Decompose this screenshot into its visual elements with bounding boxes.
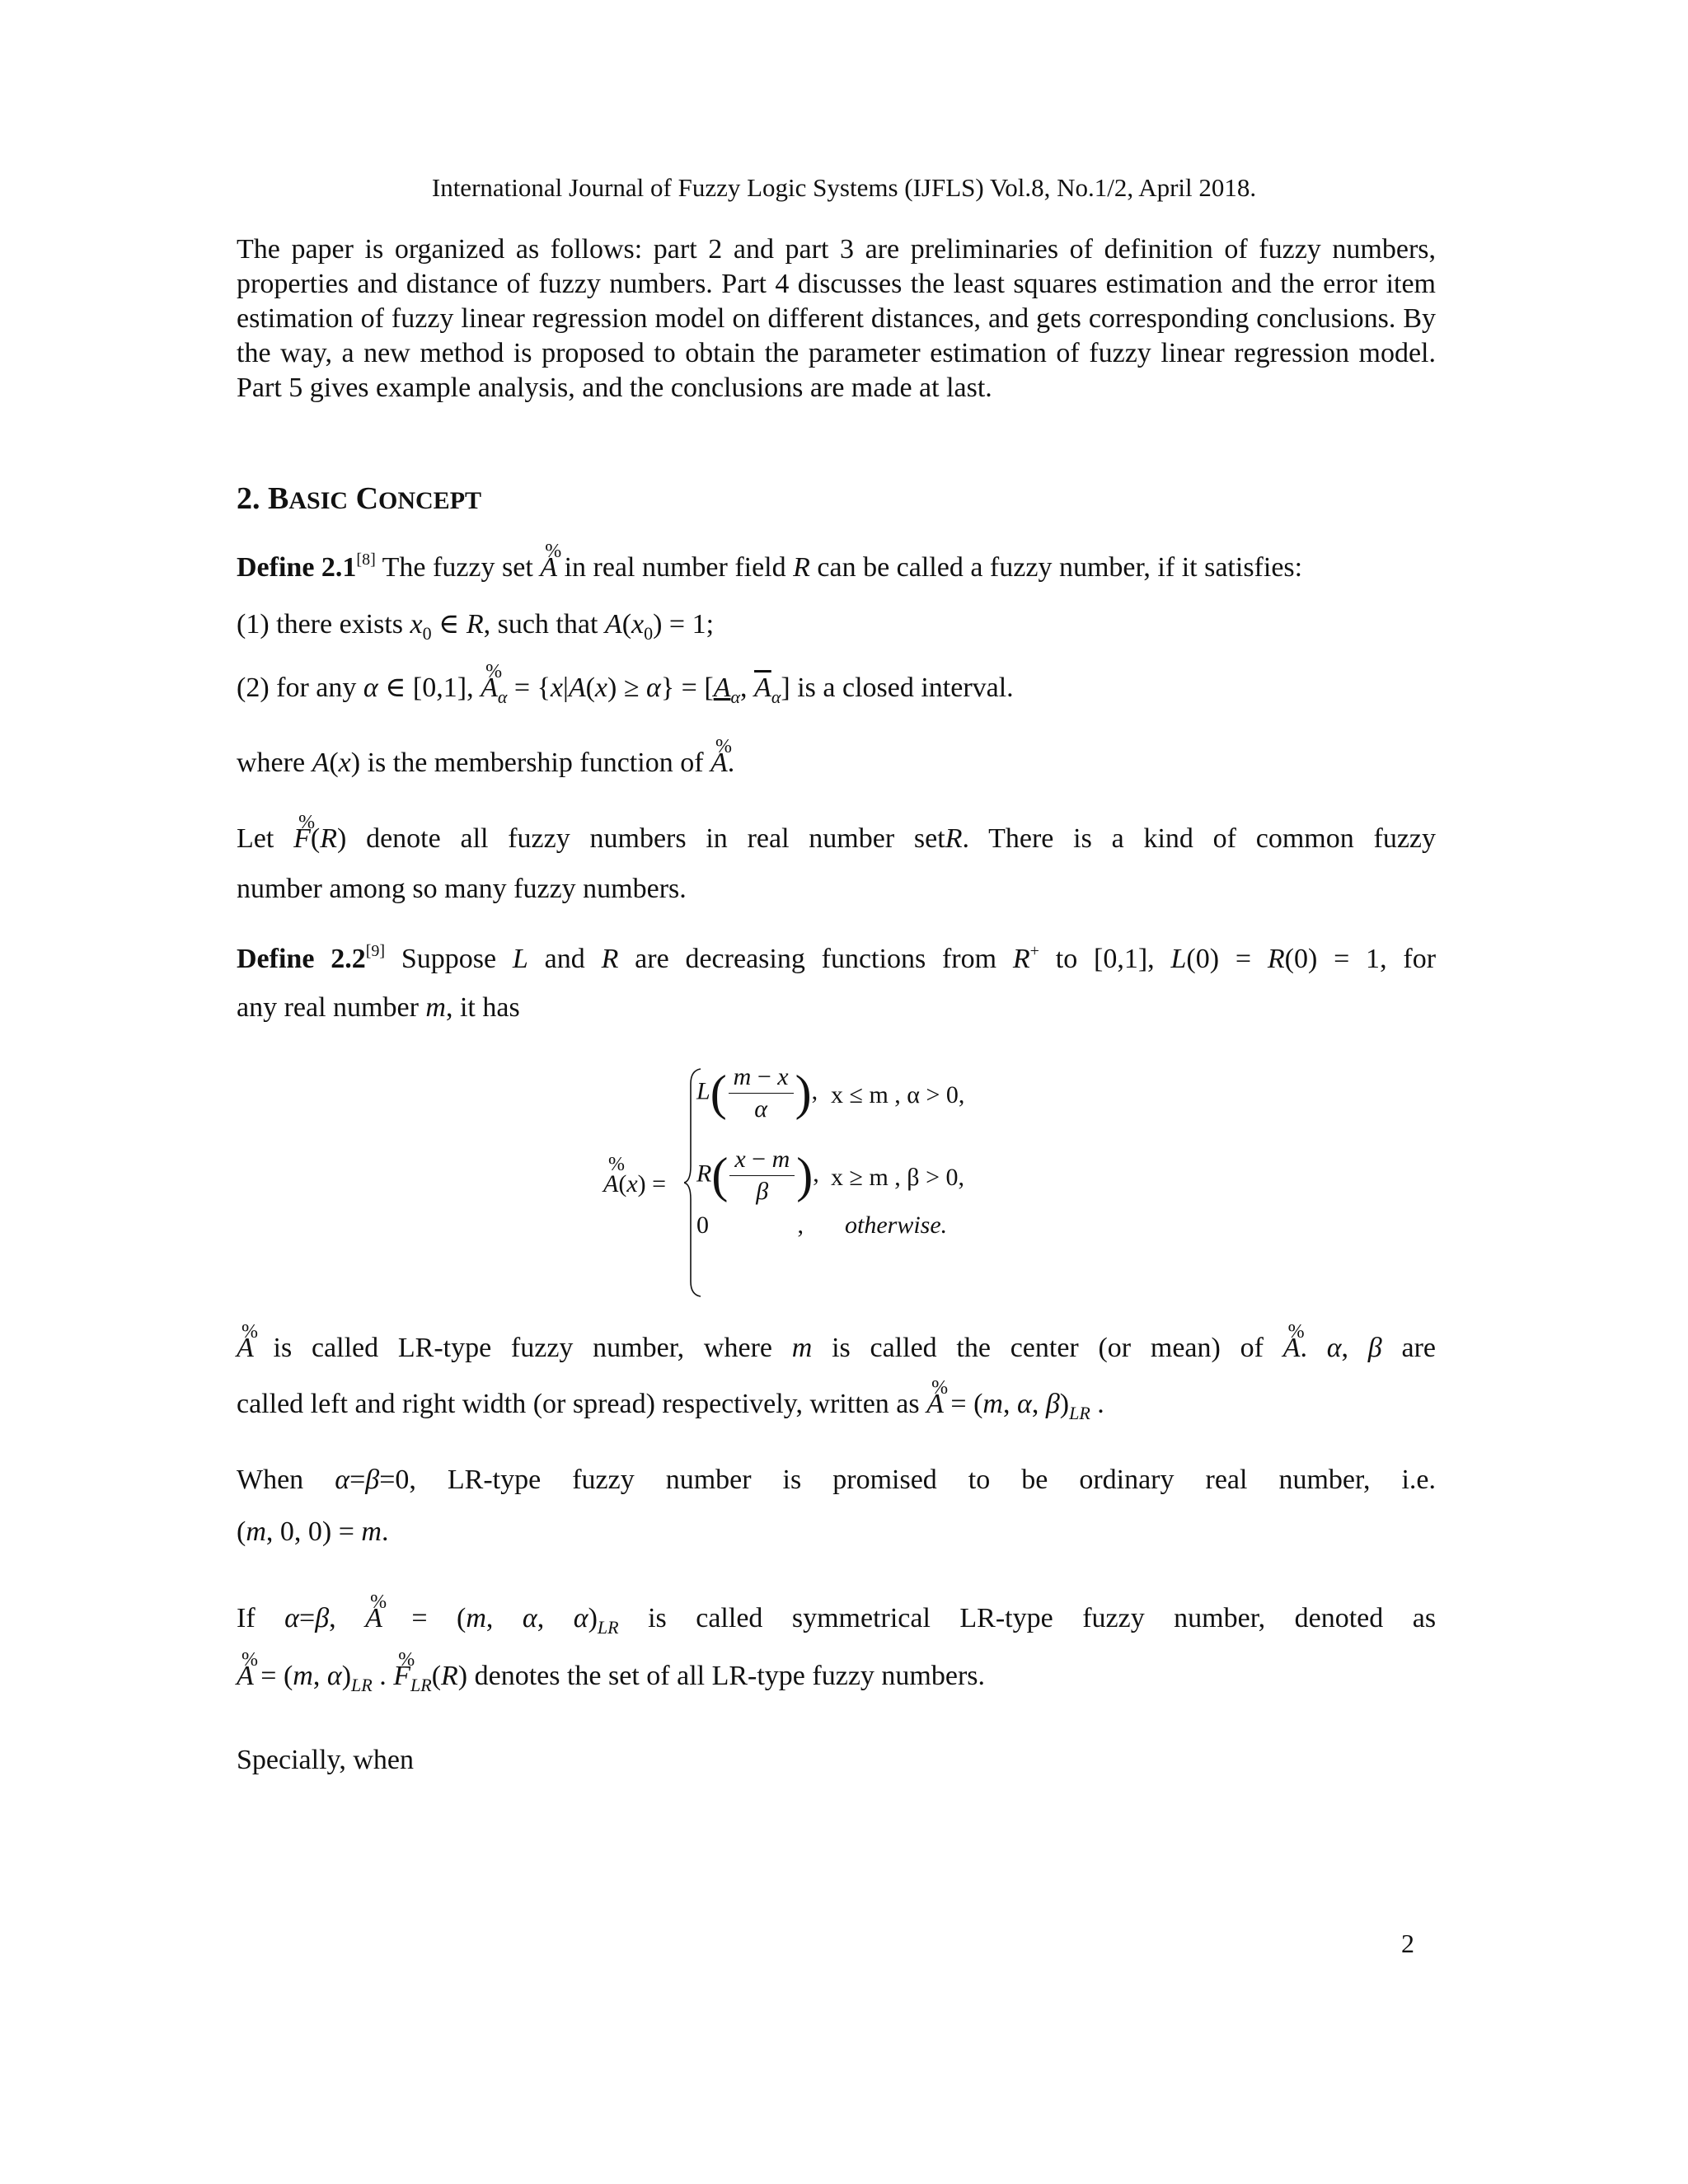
condition-2: (2) for any α ∈ [0,1], % $A_\alpha = \{x|A(x) \ge \alpha\} = [A_\alpha$, $A_\alpha$] is a closed interval. (237, 671, 1436, 705)
equation-row-2: R( $\frac{x - m}{\beta}$ ), (696, 1146, 819, 1205)
definition-2-1: Define 2.1[8] The fuzzy set % A in real number field R can be called a fuzzy number, if it satisfies: (237, 551, 1436, 585)
equation-cond-3: otherwise. (845, 1212, 948, 1239)
membership-sentence: where A(x) is the membership function of % A. (237, 746, 1436, 780)
equation-cond-2: x ≥ m , β > 0, (831, 1164, 964, 1191)
when-line1: When α=β=0, LR-type fuzzy number is promised to be ordinary real number, i.e. (237, 1465, 1437, 1495)
definition-2-2: Define 2.2[9] Suppose L and R are decreasing functions from R+ to [0,1], L(0) = R(0) = 1, for (237, 942, 1437, 974)
equation-row-1: L( $\frac{m - x}{\alpha}$ ), (696, 1063, 818, 1122)
condition-1: (1) there exists $x_0$ ∈ R, such that $A(x_0) = 1$; (237, 609, 715, 644)
specially-line: Specially, when (237, 1745, 414, 1775)
if-line1: If α=β, % A = (m, α, $\alpha)_{LR}$ is called symmetrical LR-type fuzzy number, denoted as (237, 1601, 1436, 1636)
lr-type-line2: called left and right width (or spread) respectively, written as % A = (m, α, $\beta)_{LR}$ . (237, 1387, 1436, 1422)
equation-cond-1: x ≤ m , α > 0, (831, 1081, 965, 1108)
running-header: International Journal of Fuzzy Logic Systems (IJFLS) Vol.8, No.1/2, April 2018. (431, 173, 1257, 202)
equation-lhs: % A(x) = (603, 1170, 666, 1198)
let-sentence-line1: Let % F(R) denote all fuzzy numbers in real number setR. There is a kind of common fuzzy (237, 822, 1436, 856)
if-line2: % A = (m, $\alpha)_{LR}$ . % $F_{LR}(R)$ denotes the set of all LR-type fuzzy numbers. (237, 1659, 1436, 1694)
page-number: 2 (1401, 1929, 1414, 1958)
when-line2: (m, 0, 0) = m. (237, 1516, 389, 1547)
equation-row-3: 0 , (696, 1212, 804, 1239)
section-heading: 2. BASIC CONCEPT (237, 481, 482, 516)
piecewise-equation (593, 1063, 1104, 1310)
intro-paragraph: The paper is organized as follows: part 2 and part 3 are preliminaries of definition of fuzzy numbers, properties and distance of fuzzy numbers. Part 4 discusses the least squares estimation and the error item estimation of fuzzy linear regression model on different distances, and gets corresponding conclusions. By the way, a new method is proposed to obtain the parameter estimation of fuzzy linear regression model. Part 5 gives example analysis, and the conclusions are made at last. (237, 234, 1436, 403)
lr-type-line1: % A is called LR-type fuzzy number, where m is called the center (or mean) of % A. α, β are (237, 1331, 1436, 1366)
let-sentence-line2: number among so many fuzzy numbers. (237, 874, 687, 904)
definition-2-2-cont: any real number m, it has (237, 992, 520, 1023)
